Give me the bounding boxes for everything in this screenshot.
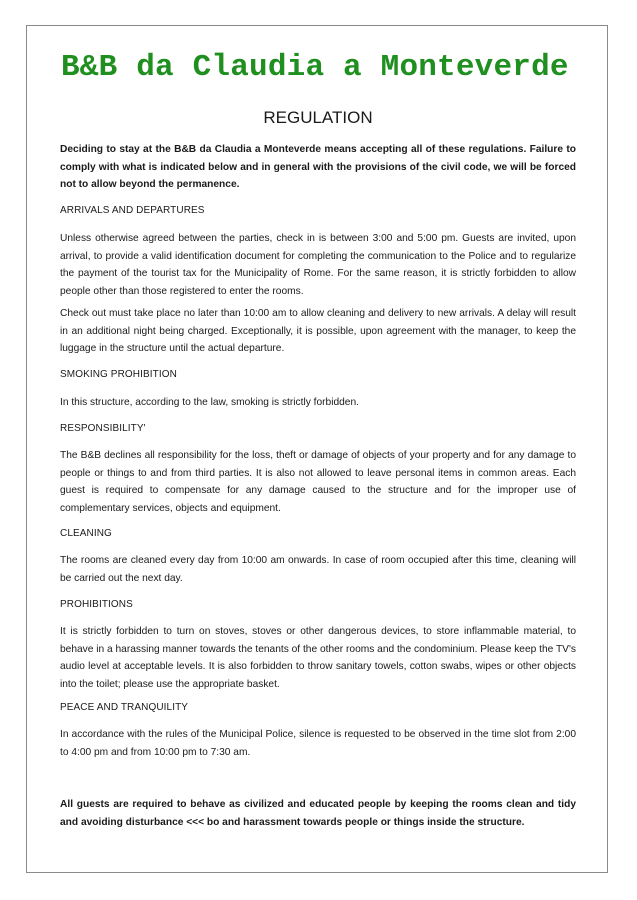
responsibility-paragraph: The B&B declines all responsibility for the loss, theft or damage of objects of your property and for any damage to people or things to and from third parties. It is also not allowed to leave personal items in common areas. Each guest is required to compensate for any damage caused to the structure and for the improper use of complementary services, objects and equipment. — [60, 450, 576, 514]
section-title-prohibitions: PROHIBITIONS — [60, 599, 133, 610]
smoking-paragraph: In this structure, according to the law, smoking is strictly forbidden. — [60, 397, 359, 408]
cleaning-paragraph: The rooms are cleaned every day from 10:00 am onwards. In case of room occupied after this time, cleaning will be carried out the next day. — [60, 555, 576, 584]
peace-paragraph: In accordance with the rules of the Municipal Police, silence is requested to be observed in the time slot from 2:00 to 4:00 pm and from 10:00 pm to 7:30 am. — [60, 729, 576, 758]
section-title-cleaning: CLEANING — [60, 528, 112, 539]
regulation-heading: REGULATION — [263, 108, 373, 127]
arrivals-paragraph-1: Unless otherwise agreed between the parties, check in is between 3:00 and 5:00 pm. Guests are invited, upon arrival, to provide a valid identification document for completing the communication to the Police and to regularize the payment of the tourist tax for the Municipality of Rome. For the same reason, it is strictly forbidden to allow people other than those registered to enter the rooms. — [60, 233, 576, 297]
section-title-peace: PEACE AND TRANQUILITY — [60, 702, 189, 713]
section-title-arrivals: ARRIVALS AND DEPARTURES — [60, 205, 205, 216]
document-title: B&B da Claudia a Monteverde — [61, 50, 569, 85]
section-title-smoking: SMOKING PROHIBITION — [60, 369, 177, 380]
section-title-responsibility: RESPONSIBILITY' — [60, 423, 146, 434]
arrivals-paragraph-2: Check out must take place no later than 10:00 am to allow cleaning and delivery to new arrivals. A delay will result in an additional night being charged. Exceptionally, it is possible, upon agreement with the manager, to keep the luggage in the structure until the actual departure. — [60, 308, 576, 354]
prohibitions-paragraph: It is strictly forbidden to turn on stoves, stoves or other dangerous devices, to store inflammable material, to behave in a harassing manner towards the tenants of the other rooms and the condominium. Please keep the TV's audio level at acceptable levels. It is also forbidden to throw sanitary towels, cotton swabs, wipes or other objects into the toilet; please use the appropriate basket. — [60, 626, 576, 690]
closing-paragraph: All guests are required to behave as civilized and educated people by keeping the rooms clean and tidy and avoiding disturbance <<< bo and harassment towards people or things inside the structure. — [60, 799, 576, 828]
intro-paragraph: Deciding to stay at the B&B da Claudia a Monteverde means accepting all of these regulations. Failure to comply with what is indicated below and in general with the provisions of the civil code, we will be forced not to allow beyond the permanence. — [60, 144, 576, 190]
